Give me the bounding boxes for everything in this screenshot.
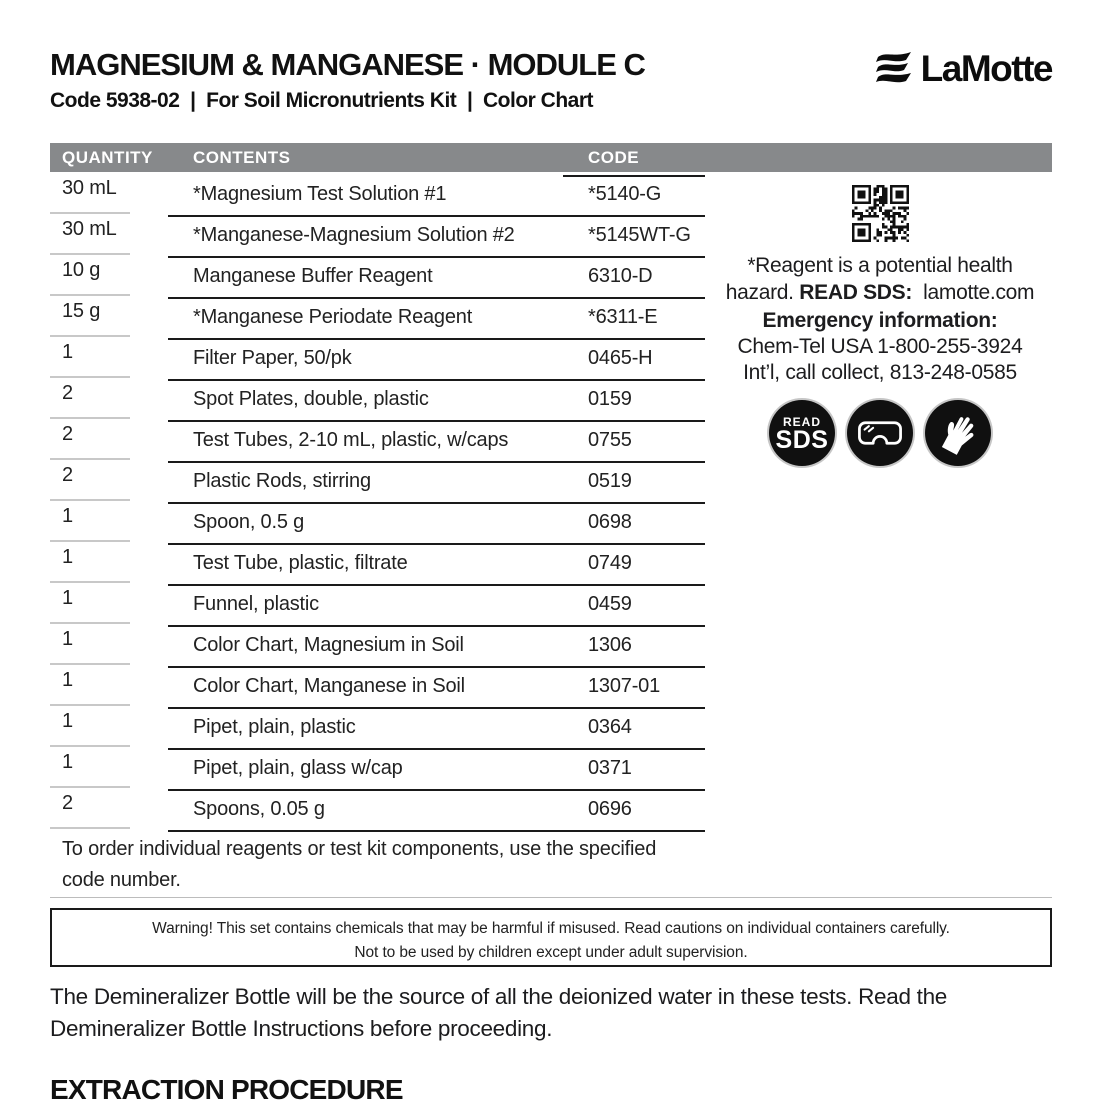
- quantity-cell: 1: [62, 628, 73, 650]
- safety-panel: [712, 180, 1048, 466]
- row-divider-quantity: [50, 827, 130, 829]
- row-divider-quantity: [50, 581, 130, 583]
- contents-cell: Pipet, plain, glass w/cap: [193, 757, 403, 779]
- quantity-cell: 1: [62, 546, 73, 568]
- row-divider-main: [168, 543, 705, 545]
- code-cell: *6311-E: [588, 306, 658, 328]
- table-row: [50, 336, 705, 377]
- table-row: [50, 746, 705, 787]
- table-row: [50, 172, 705, 213]
- row-divider-quantity: [50, 294, 130, 296]
- lamotte-logo: [875, 48, 1052, 90]
- row-divider-main: [168, 625, 705, 627]
- column-header-contents: CONTENTS: [193, 148, 291, 167]
- contents-cell: Manganese Buffer Reagent: [193, 265, 433, 287]
- row-divider-quantity: [50, 376, 130, 378]
- contents-cell: Color Chart, Magnesium in Soil: [193, 634, 464, 656]
- read-sds-icon-bottom-label: SDS: [775, 425, 829, 454]
- quantity-cell: 30 mL: [62, 177, 117, 199]
- table-bottom-divider: [50, 828, 705, 832]
- row-divider-quantity: [50, 540, 130, 542]
- code-cell: 6310-D: [588, 265, 653, 287]
- read-sds-icon-top-label: READ: [782, 414, 821, 429]
- lamotte-logo-text: LaMotte: [920, 48, 1052, 89]
- quantity-cell: 1: [62, 505, 73, 527]
- row-divider-quantity: [50, 622, 130, 624]
- table-row: [50, 500, 705, 541]
- emergency-heading: Emergency information:: [762, 308, 998, 332]
- table-row: [50, 582, 705, 623]
- quantity-cell: 2: [62, 382, 73, 404]
- table-row: [50, 377, 705, 418]
- row-divider-main: [168, 584, 705, 586]
- glove-glyph: [935, 410, 981, 456]
- contents-cell: Plastic Rods, stirring: [193, 470, 371, 492]
- table-row: [50, 664, 705, 705]
- row-divider-main: [168, 666, 705, 668]
- safety-icons-row: [712, 400, 1048, 466]
- row-divider-quantity: [50, 704, 130, 706]
- contents-cell: Filter Paper, 50/pk: [193, 347, 352, 369]
- quantity-cell: 10 g: [62, 259, 101, 281]
- row-divider-main: [168, 461, 705, 463]
- warning-box: [50, 908, 1052, 967]
- table-row: [50, 787, 705, 828]
- warning-line-1: Warning! This set contains chemicals that may be harmful if misused. Read cautions on individual containers carefully.: [152, 920, 950, 937]
- code-cell: 0755: [588, 429, 632, 451]
- row-divider-main: [168, 379, 705, 381]
- row-divider-main: [168, 707, 705, 709]
- contents-cell: Pipet, plain, plastic: [193, 716, 356, 738]
- read-sds-site: lamotte.com: [923, 281, 1035, 305]
- read-sds-icon: [769, 400, 835, 466]
- row-divider-quantity: [50, 786, 130, 788]
- read-sds-label: READ SDS:: [799, 281, 913, 305]
- extraction-procedure-heading: EXTRACTION PROCEDURE: [50, 1074, 403, 1100]
- contents-cell: Spoons, 0.05 g: [193, 798, 325, 820]
- code-cell: 1306: [588, 634, 632, 656]
- table-row: [50, 541, 705, 582]
- code-cell: 0698: [588, 511, 632, 533]
- row-divider-quantity: [50, 253, 130, 255]
- page-subtitle: Code 5938-02 | For Soil Micronutrients Kit | Color Chart: [50, 89, 593, 112]
- row-divider-quantity: [50, 663, 130, 665]
- lamotte-flag-icon: [875, 49, 917, 89]
- row-divider-quantity: [50, 417, 130, 419]
- quantity-cell: 2: [62, 464, 73, 486]
- row-divider-quantity: [50, 335, 130, 337]
- table-row: [50, 459, 705, 500]
- code-cell: 0519: [588, 470, 632, 492]
- qr-code-icon: [852, 185, 909, 242]
- code-cell: *5140-G: [588, 183, 662, 205]
- contents-cell: *Magnesium Test Solution #1: [193, 183, 447, 205]
- row-divider-quantity: [50, 212, 130, 214]
- row-divider-main: [168, 297, 705, 299]
- page-title: MAGNESIUM & MANGANESE · MODULE C: [50, 47, 645, 82]
- quantity-cell: 1: [62, 587, 73, 609]
- demineralizer-note: The Demineralizer Bottle will be the source of all the deionized water in these tests. Read the Demineralizer Bottle Instructions before proceeding.: [50, 984, 947, 1041]
- table-header-bar: [50, 143, 1052, 172]
- code-cell: 0364: [588, 716, 632, 738]
- goggles-glyph: [856, 413, 904, 453]
- emergency-phone-intl: Int’l, call collect, 813-248-0585: [743, 361, 1017, 385]
- quantity-cell: 2: [62, 423, 73, 445]
- emergency-phone-usa: Chem-Tel USA 1-800-255-3924: [737, 334, 1023, 358]
- column-header-code: CODE: [588, 148, 640, 167]
- quantity-cell: 1: [62, 751, 73, 773]
- code-cell: 0459: [588, 593, 632, 615]
- row-divider-quantity: [50, 458, 130, 460]
- row-divider-main: [168, 748, 705, 750]
- code-cell: 0371: [588, 757, 632, 779]
- code-cell: 0465-H: [588, 347, 653, 369]
- row-divider-main: [168, 502, 705, 504]
- code-cell: 0749: [588, 552, 632, 574]
- contents-cell: Color Chart, Manganese in Soil: [193, 675, 465, 697]
- contents-cell: Test Tubes, 2-10 mL, plastic, w/caps: [193, 429, 509, 451]
- contents-cell: Funnel, plastic: [193, 593, 319, 615]
- hazard-text: *Reagent is a potential health hazard.: [725, 254, 1013, 305]
- table-row: [50, 623, 705, 664]
- row-divider-main: [168, 789, 705, 791]
- table-row: [50, 295, 705, 336]
- horizontal-rule: [50, 897, 1052, 898]
- contents-cell: *Manganese-Magnesium Solution #2: [193, 224, 515, 246]
- table-row: [50, 254, 705, 295]
- row-divider-main: [168, 256, 705, 258]
- warning-line-2: Not to be used by children except under adult supervision.: [354, 944, 748, 962]
- contents-cell: Spoon, 0.5 g: [193, 511, 305, 533]
- quantity-cell: 30 mL: [62, 218, 117, 240]
- quantity-cell: 1: [62, 710, 73, 732]
- quantity-cell: 1: [62, 341, 73, 363]
- order-footnote: To order individual reagents or test kit components, use the specified code number.: [62, 838, 657, 891]
- row-divider-main: [168, 830, 705, 832]
- row-divider-main: [168, 215, 705, 217]
- column-header-quantity: QUANTITY: [62, 148, 153, 167]
- contents-cell: Spot Plates, double, plastic: [193, 388, 429, 410]
- quantity-cell: 1: [62, 669, 73, 691]
- contents-cell: Test Tube, plastic, filtrate: [193, 552, 408, 574]
- code-cell: 1307-01: [588, 675, 660, 697]
- row-divider-quantity: [50, 745, 130, 747]
- quantity-cell: 15 g: [62, 300, 101, 322]
- row-divider-main: [563, 175, 705, 177]
- hazard-note: [712, 252, 1048, 307]
- glove-icon: [925, 400, 991, 466]
- table-row: [50, 418, 705, 459]
- quantity-cell: 2: [62, 792, 73, 814]
- contents-cell: *Manganese Periodate Reagent: [193, 306, 473, 328]
- row-divider-main: [168, 420, 705, 422]
- table-row: [50, 705, 705, 746]
- table-row: [50, 213, 705, 254]
- code-cell: 0696: [588, 798, 632, 820]
- code-cell: 0159: [588, 388, 632, 410]
- code-cell: *5145WT-G: [588, 224, 691, 246]
- row-divider-quantity: [50, 499, 130, 501]
- row-divider-main: [168, 338, 705, 340]
- table-body: [50, 172, 705, 832]
- goggles-icon: [847, 400, 913, 466]
